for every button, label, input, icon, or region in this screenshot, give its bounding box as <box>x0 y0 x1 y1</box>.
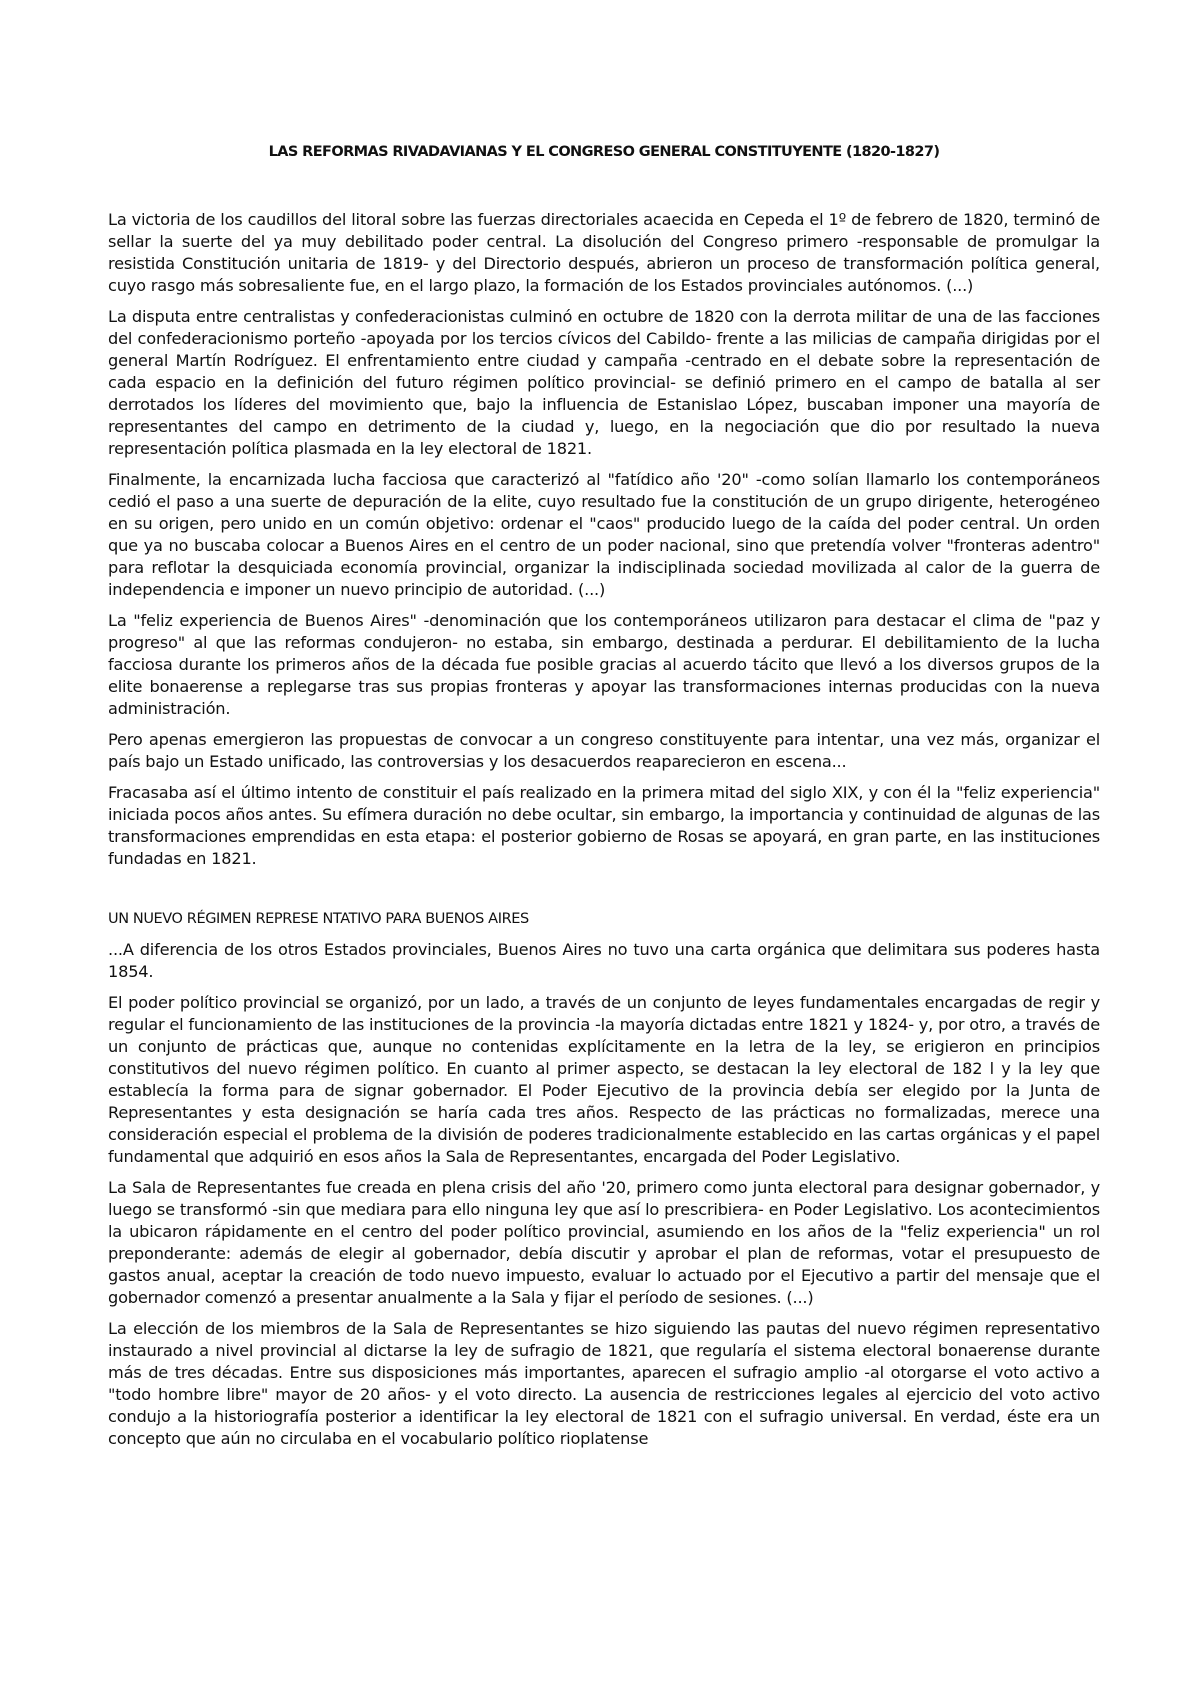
paragraph: La elección de los miembros de la Sala de Representantes se hizo siguiendo las pautas del nuevo régimen representativo instaurado a nivel provincial al dictarse la ley de sufragio de 1821, que regularía el sistema electoral bonaerense durante más de tres décadas. Entre sus disposiciones más importantes, aparecen el sufragio amplio -al otorgarse el voto activo a "todo hombre libre" mayor de 20 años- y el voto directo. La ausencia de restricciones legales al ejercicio del voto activo condujo a la historiografía posterior a identificar la ley electoral de 1821 con el sufragio universal. En verdad, éste era un concepto que aún no circulaba en el vocabulario político rioplatense <box>108 1319 1100 1448</box>
paragraph: La "feliz experiencia de Buenos Aires" -denominación que los contemporáneos utilizaron para destacar el clima de "paz y progreso" al que las reformas condujeron- no estaba, sin embargo, destinada a perdurar. El debilitamiento de la lucha facciosa durante los primeros años de la década fue posible gracias al acuerdo tácito que llevó a los diversos grupos de la elite bonaerense a replegarse tras sus propias fronteras y apoyar las transformaciones internas producidas con la nueva administración. <box>108 611 1100 718</box>
paragraph: Finalmente, la encarnizada lucha facciosa que caracterizó al "fatídico año '20" -como solían llamarlo los contemporáneos cedió el paso a una suerte de depuración de la elite, cuyo resultado fue la constitución de un grupo dirigente, heterogéneo en su origen, pero unido en un común objetivo: ordenar el "caos" producido luego de la caída del poder central. Un orden que ya no buscaba colocar a Buenos Aires en el centro de un poder nacional, sino que pretendía volver "fronteras adentro" para reflotar la desquiciada economía provincial, organizar la indisciplinada sociedad movilizada al calor de la guerra de independencia e imponer un nuevo principio de autoridad. (...) <box>108 470 1100 599</box>
section-regime <box>108 939 1100 1450</box>
paragraph: El poder político provincial se organizó, por un lado, a través de un conjunto de leyes fundamentales encargadas de regir y regular el funcionamiento de las instituciones de la provincia -la mayoría dictadas entre 1821 y 1824- y, por otro, a través de un conjunto de prácticas que, aunque no contenidas explícitamente en la letra de la ley, se erigieron en principios constitutivos del nuevo régimen político. En cuanto al primer aspecto, se destacan la ley electoral de 182 l y la ley que establecía la forma para de signar gobernador. El Poder Ejecutivo de la provincia debía ser elegido por la Junta de Representantes y esta designación se haría cada tres años. Respecto de las prácticas no formalizadas, merece una consideración especial el problema de la división de poderes tradicionalmente establecido en las cartas orgánicas y el papel fundamental que adquirió en esos años la Sala de Representantes, encargada del Poder Legislativo. <box>108 993 1100 1166</box>
document-page <box>108 140 1100 1459</box>
paragraph: La Sala de Representantes fue creada en plena crisis del año '20, primero como junta electoral para designar gobernador, y luego se transformó -sin que mediara para ello ninguna ley que así lo prescribiera- en Poder Legislativo. Los acontecimientos la ubicaron rápidamente en el centro del poder político provincial, asumiendo en los años de la "feliz experiencia" un rol preponderante: además de elegir al gobernador, debía discutir y aprobar el plan de reformas, votar el presupuesto de gastos anual, aceptar la creación de todo nuevo impuesto, evaluar lo actuado por el Ejecutivo a partir del mensaje que el gobernador comenzó a presentar anualmente a la Sala y fijar el período de sesiones. (...) <box>108 1178 1100 1307</box>
section-heading: UN NUEVO RÉGIMEN REPRESE NTATIVO PARA BUENOS AIRES <box>108 911 529 927</box>
paragraph: Fracasaba así el último intento de constituir el país realizado en la primera mitad del siglo XIX, y con él la "feliz experiencia" iniciada pocos años antes. Su efímera duración no debe ocultar, sin embargo, la importancia y continuidad de algunas de las transformaciones emprendidas en esta etapa: el posterior gobierno de Rosas se apoyará, en gran parte, en las instituciones fundadas en 1821. <box>108 783 1100 868</box>
section-intro <box>108 209 1100 870</box>
document-title: LAS REFORMAS RIVADAVIANAS Y EL CONGRESO GENERAL CONSTITUYENTE (1820-1827) <box>268 144 940 160</box>
paragraph: La disputa entre centralistas y confederacionistas culminó en octubre de 1820 con la derrota militar de una de las facciones del confederacionismo porteño -apoyada por los tercios cívicos del Cabildo- frente a las milicias de campaña dirigidas por el general Martín Rodríguez. El enfrentamiento entre ciudad y campaña -centrado en el debate sobre la representación de cada espacio en la definición del futuro régimen político provincial- se definió primero en el campo de batalla al ser derrotados los líderes del movimiento que, bajo la influencia de Estanislao López, buscaban imponer una mayoría de representantes del campo en detrimento de la ciudad y, luego, en la negociación que dio por resultado la nueva representación política plasmada en la ley electoral de 1821. <box>108 307 1100 458</box>
paragraph: Pero apenas emergieron las propuestas de convocar a un congreso constituyente para intentar, una vez más, organizar el país bajo un Estado unificado, las controversias y los desacuerdos reaparecieron en escena... <box>108 730 1100 771</box>
paragraph: ...A diferencia de los otros Estados provinciales, Buenos Aires no tuvo una carta orgánica que delimitara sus poderes hasta 1854. <box>108 940 1100 981</box>
paragraph: La victoria de los caudillos del litoral sobre las fuerzas directoriales acaecida en Cepeda el 1º de febrero de 1820, terminó de sellar la suerte del ya muy debilitado poder central. La disolución del Congreso primero -responsable de promulgar la resistida Constitución unitaria de 1819- y del Directorio después, abrieron un proceso de transformación política general, cuyo rasgo más sobresaliente fue, en el largo plazo, la formación de los Estados provinciales autónomos. (...) <box>108 210 1100 295</box>
